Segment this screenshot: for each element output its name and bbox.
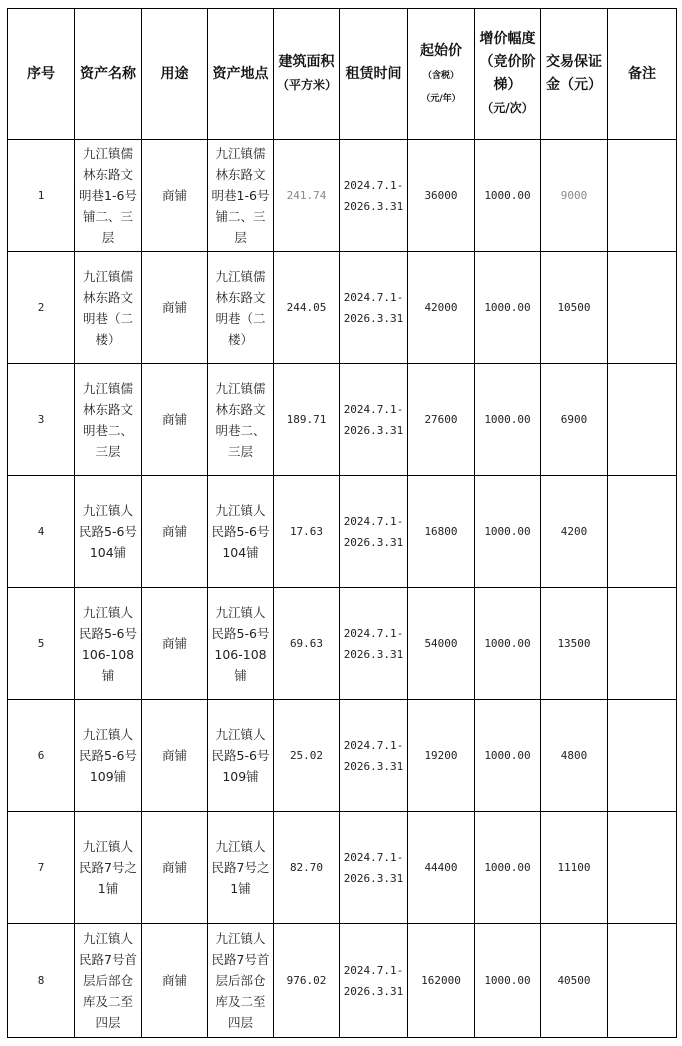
cell-asset-name: 九江镇儒林东路文明巷1-6号铺二、三层 bbox=[75, 140, 142, 252]
table-row bbox=[8, 476, 677, 588]
cell-usage: 商铺 bbox=[142, 924, 208, 1038]
header-index: 序号 bbox=[8, 9, 75, 140]
cell-start-price: 162000 bbox=[408, 924, 475, 1038]
cell-location: 九江镇人民路7号首层后部仓库及二至四层 bbox=[208, 924, 274, 1038]
cell-index: 2 bbox=[8, 252, 75, 364]
cell-area: 189.71 bbox=[274, 364, 340, 476]
cell-lease-period: 2024.7.1-2026.3.31 bbox=[340, 476, 408, 588]
cell-index: 3 bbox=[8, 364, 75, 476]
header-step bbox=[475, 9, 541, 140]
cell-index: 5 bbox=[8, 588, 75, 700]
cell-start-price: 54000 bbox=[408, 588, 475, 700]
table-row bbox=[8, 700, 677, 812]
cell-bid-step: 1000.00 bbox=[475, 700, 541, 812]
cell-remark bbox=[608, 140, 677, 252]
cell-start-price: 27600 bbox=[408, 364, 475, 476]
cell-area: 17.63 bbox=[274, 476, 340, 588]
cell-usage: 商铺 bbox=[142, 364, 208, 476]
cell-remark bbox=[608, 364, 677, 476]
cell-bid-step: 1000.00 bbox=[475, 252, 541, 364]
cell-location: 九江镇人民路7号之1铺 bbox=[208, 812, 274, 924]
asset-lease-table-container bbox=[7, 8, 677, 1038]
cell-asset-name: 九江镇儒林东路文明巷二、三层 bbox=[75, 364, 142, 476]
cell-area: 976.02 bbox=[274, 924, 340, 1038]
header-price-unit: （元/年） bbox=[421, 93, 461, 104]
cell-lease-period: 2024.7.1-2026.3.31 bbox=[340, 924, 408, 1038]
cell-bid-step: 1000.00 bbox=[475, 588, 541, 700]
cell-bid-step: 1000.00 bbox=[475, 476, 541, 588]
cell-deposit: 13500 bbox=[541, 588, 608, 700]
asset-lease-table bbox=[7, 8, 677, 1038]
cell-location: 九江镇人民路5-6号106-108铺 bbox=[208, 588, 274, 700]
cell-area: 69.63 bbox=[274, 588, 340, 700]
cell-usage: 商铺 bbox=[142, 476, 208, 588]
cell-start-price: 19200 bbox=[408, 700, 475, 812]
cell-asset-name: 九江镇人民路5-6号104铺 bbox=[75, 476, 142, 588]
cell-usage: 商铺 bbox=[142, 812, 208, 924]
cell-lease-period: 2024.7.1-2026.3.31 bbox=[340, 700, 408, 812]
header-price-tax: （含税） bbox=[422, 70, 459, 81]
cell-location: 九江镇人民路5-6号104铺 bbox=[208, 476, 274, 588]
table-row bbox=[8, 588, 677, 700]
header-area-unit: （平方米） bbox=[277, 78, 338, 92]
table-row bbox=[8, 252, 677, 364]
cell-remark bbox=[608, 700, 677, 812]
table-row bbox=[8, 812, 677, 924]
cell-start-price: 36000 bbox=[408, 140, 475, 252]
cell-asset-name: 九江镇儒林东路文明巷（二楼） bbox=[75, 252, 142, 364]
cell-index: 1 bbox=[8, 140, 75, 252]
cell-bid-step: 1000.00 bbox=[475, 924, 541, 1038]
cell-remark bbox=[608, 588, 677, 700]
cell-location: 九江镇儒林东路文明巷二、三层 bbox=[208, 364, 274, 476]
cell-usage: 商铺 bbox=[142, 140, 208, 252]
cell-index: 4 bbox=[8, 476, 75, 588]
cell-bid-step: 1000.00 bbox=[475, 364, 541, 476]
cell-lease-period: 2024.7.1-2026.3.31 bbox=[340, 140, 408, 252]
cell-area: 82.70 bbox=[274, 812, 340, 924]
cell-location: 九江镇人民路5-6号109铺 bbox=[208, 700, 274, 812]
cell-deposit: 6900 bbox=[541, 364, 608, 476]
header-area-main: 建筑面积 bbox=[278, 54, 335, 70]
header-price-main: 起始价 bbox=[420, 42, 462, 59]
header-area bbox=[274, 9, 340, 140]
cell-remark bbox=[608, 924, 677, 1038]
cell-deposit: 4800 bbox=[541, 700, 608, 812]
cell-index: 8 bbox=[8, 924, 75, 1038]
header-row bbox=[8, 9, 677, 140]
header-name: 资产名称 bbox=[75, 9, 142, 140]
header-location: 资产地点 bbox=[208, 9, 274, 140]
cell-start-price: 16800 bbox=[408, 476, 475, 588]
table-row bbox=[8, 140, 677, 252]
cell-location: 九江镇儒林东路文明巷1-6号铺二、三层 bbox=[208, 140, 274, 252]
cell-deposit: 10500 bbox=[541, 252, 608, 364]
cell-start-price: 42000 bbox=[408, 252, 475, 364]
cell-asset-name: 九江镇人民路7号之1铺 bbox=[75, 812, 142, 924]
cell-index: 6 bbox=[8, 700, 75, 812]
cell-usage: 商铺 bbox=[142, 700, 208, 812]
cell-deposit: 4200 bbox=[541, 476, 608, 588]
cell-remark bbox=[608, 252, 677, 364]
cell-deposit: 11100 bbox=[541, 812, 608, 924]
cell-start-price: 44400 bbox=[408, 812, 475, 924]
cell-deposit: 9000 bbox=[541, 140, 608, 252]
cell-bid-step: 1000.00 bbox=[475, 140, 541, 252]
cell-asset-name: 九江镇人民路5-6号109铺 bbox=[75, 700, 142, 812]
cell-deposit: 40500 bbox=[541, 924, 608, 1038]
cell-asset-name: 九江镇人民路7号首层后部仓库及二至四层 bbox=[75, 924, 142, 1038]
cell-remark bbox=[608, 812, 677, 924]
table-row bbox=[8, 364, 677, 476]
cell-area: 241.74 bbox=[274, 140, 340, 252]
header-price bbox=[408, 9, 475, 140]
header-step-unit: （元/次） bbox=[481, 101, 534, 115]
table-row bbox=[8, 924, 677, 1038]
cell-bid-step: 1000.00 bbox=[475, 812, 541, 924]
cell-lease-period: 2024.7.1-2026.3.31 bbox=[340, 364, 408, 476]
cell-remark bbox=[608, 476, 677, 588]
cell-area: 25.02 bbox=[274, 700, 340, 812]
header-deposit: 交易保证金（元） bbox=[541, 9, 608, 140]
header-remark: 备注 bbox=[608, 9, 677, 140]
cell-usage: 商铺 bbox=[142, 252, 208, 364]
cell-lease-period: 2024.7.1-2026.3.31 bbox=[340, 812, 408, 924]
cell-lease-period: 2024.7.1-2026.3.31 bbox=[340, 588, 408, 700]
cell-usage: 商铺 bbox=[142, 588, 208, 700]
cell-index: 7 bbox=[8, 812, 75, 924]
header-period: 租赁时间 bbox=[340, 9, 408, 140]
header-step-main: 增价幅度（竞价阶梯） bbox=[479, 31, 536, 93]
header-usage: 用途 bbox=[142, 9, 208, 140]
cell-area: 244.05 bbox=[274, 252, 340, 364]
cell-asset-name: 九江镇人民路5-6号106-108铺 bbox=[75, 588, 142, 700]
cell-lease-period: 2024.7.1-2026.3.31 bbox=[340, 252, 408, 364]
cell-location: 九江镇儒林东路文明巷（二楼） bbox=[208, 252, 274, 364]
